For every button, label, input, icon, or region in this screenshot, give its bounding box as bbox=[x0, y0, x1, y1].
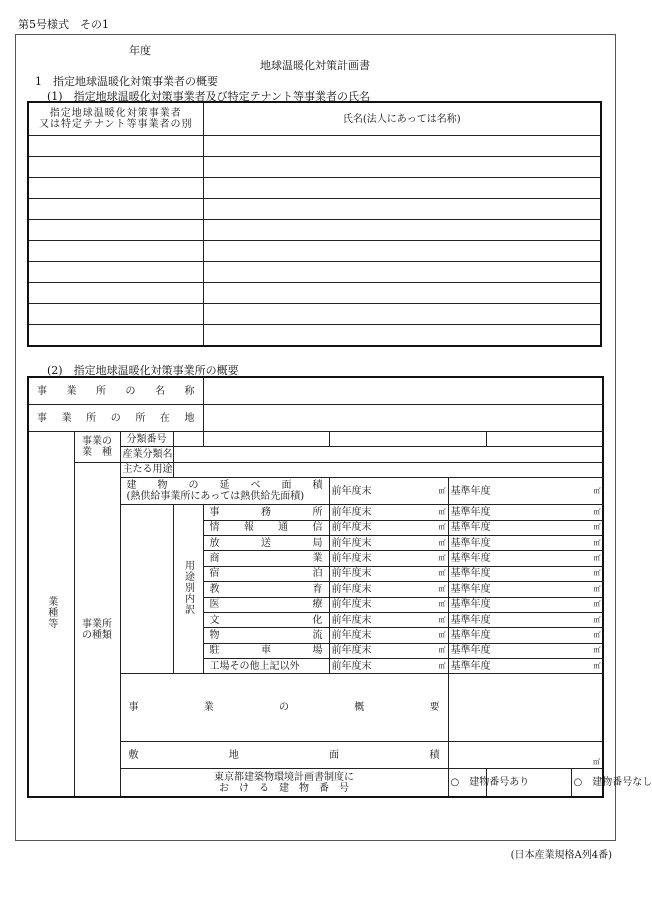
table-row bbox=[28, 178, 601, 199]
base-year-label: 基準年度 bbox=[450, 568, 491, 580]
base-year-label: 基準年度 bbox=[450, 485, 491, 497]
usage-base[interactable] bbox=[448, 659, 603, 674]
usage-label: 教 育 bbox=[203, 582, 329, 597]
usage-prev[interactable] bbox=[329, 628, 448, 643]
business-summary-input[interactable] bbox=[448, 674, 603, 742]
operator-type-cell[interactable] bbox=[28, 304, 203, 325]
usage-label: 放 送 局 bbox=[203, 535, 329, 550]
base-year-label: 基準年度 bbox=[450, 506, 491, 518]
class-number-input-3[interactable] bbox=[329, 432, 486, 447]
operator-type-header: 指定地球温暖化対策事業者 又は特定テナント等事業者の別 bbox=[28, 102, 203, 136]
unit-label: ㎡ bbox=[593, 538, 601, 547]
usage-base[interactable] bbox=[448, 612, 603, 627]
unit-label: ㎡ bbox=[593, 584, 601, 593]
operator-name-cell[interactable] bbox=[203, 199, 601, 220]
usage-label: 工場その他上記以外 bbox=[203, 659, 329, 674]
unit-label: ㎡ bbox=[593, 615, 601, 624]
usage-base[interactable] bbox=[448, 643, 603, 658]
prev-year-end-label: 前年度末 bbox=[331, 485, 372, 497]
facility-table bbox=[27, 376, 652, 798]
facility-address-input[interactable] bbox=[203, 405, 603, 432]
class-number-input-2[interactable] bbox=[203, 432, 329, 447]
table-row bbox=[28, 136, 601, 157]
gyoshu-to-label: 業種等 bbox=[28, 432, 74, 798]
prev-year-end-label: 前年度末 bbox=[331, 522, 372, 534]
prev-year-end-label: 前年度末 bbox=[331, 614, 372, 626]
usage-label: 情 報 通 信 bbox=[203, 520, 329, 535]
prev-year-end-label: 前年度末 bbox=[331, 506, 372, 518]
prev-year-end-label: 前年度末 bbox=[331, 568, 372, 580]
table-row bbox=[28, 157, 601, 178]
facility-kind-label: 事業所 の種類 bbox=[74, 462, 120, 797]
operator-table bbox=[27, 101, 602, 347]
usage-prev[interactable] bbox=[329, 566, 448, 581]
table-row bbox=[28, 283, 601, 304]
usage-label: 駐 車 場 bbox=[203, 643, 329, 658]
class-number-input-4[interactable] bbox=[486, 432, 603, 447]
floor-area-base[interactable] bbox=[448, 478, 603, 505]
base-year-label: 基準年度 bbox=[450, 537, 491, 549]
subsection-1-heading: (1) 指定地球温暖化対策事業者及び特定テナント等事業者の氏名 bbox=[47, 90, 371, 103]
operator-name-cell[interactable] bbox=[203, 220, 601, 241]
unit-label: ㎡ bbox=[593, 507, 601, 516]
unit-label: ㎡ bbox=[438, 507, 446, 516]
unit-label: ㎡ bbox=[438, 569, 446, 578]
main-use-input[interactable] bbox=[173, 462, 603, 477]
unit-label: ㎡ bbox=[438, 538, 446, 547]
usage-base[interactable] bbox=[448, 551, 603, 566]
table-row bbox=[28, 304, 601, 325]
unit-label: ㎡ bbox=[593, 554, 601, 563]
industry-class-label: 産業分類名 bbox=[120, 447, 173, 462]
operator-name-header: 氏名(法人にあっては名称) bbox=[203, 102, 601, 136]
class-number-input-1[interactable] bbox=[173, 432, 203, 447]
operator-name-cell[interactable] bbox=[203, 304, 601, 325]
usage-label: 商 業 bbox=[203, 551, 329, 566]
document-title: 地球温暖化対策計画書 bbox=[260, 59, 370, 72]
main-use-label: 主たる用途 bbox=[120, 462, 173, 477]
operator-type-cell[interactable] bbox=[28, 262, 203, 283]
operator-name-cell[interactable] bbox=[203, 157, 601, 178]
business-summary-label: 事 業 の 概 要 bbox=[120, 674, 448, 742]
base-year-label: 基準年度 bbox=[450, 614, 491, 626]
year-label: 年度 bbox=[129, 44, 151, 57]
industry-class-input[interactable] bbox=[173, 447, 603, 462]
usage-label: 医 療 bbox=[203, 597, 329, 612]
operator-type-cell[interactable] bbox=[28, 136, 203, 157]
base-year-label: 基準年度 bbox=[450, 583, 491, 595]
base-year-label: 基準年度 bbox=[450, 599, 491, 611]
usage-label: 宿 泊 bbox=[203, 566, 329, 581]
usage-prev[interactable] bbox=[329, 597, 448, 612]
floor-area-note: (熱供給事業所にあっては熱供給先面積) bbox=[126, 491, 305, 503]
base-year-label: 基準年度 bbox=[450, 660, 491, 672]
floor-area-label bbox=[120, 478, 329, 505]
operator-name-cell[interactable] bbox=[203, 178, 601, 199]
operator-name-cell[interactable] bbox=[203, 136, 601, 157]
operator-name-cell[interactable] bbox=[203, 283, 601, 304]
building-number-yes-option[interactable]: ○ 建物番号あり bbox=[448, 769, 486, 798]
usage-base[interactable] bbox=[448, 535, 603, 550]
unit-label: ㎡ bbox=[438, 661, 446, 670]
usage-prev[interactable] bbox=[329, 520, 448, 535]
prev-year-end-label: 前年度末 bbox=[331, 553, 372, 565]
unit-label: ㎡ bbox=[593, 661, 601, 670]
base-year-label: 基準年度 bbox=[450, 522, 491, 534]
usage-base[interactable] bbox=[448, 505, 603, 520]
unit-label: ㎡ bbox=[438, 615, 446, 624]
usage-prev[interactable] bbox=[329, 535, 448, 550]
operator-type-cell[interactable] bbox=[28, 241, 203, 262]
operator-type-cell[interactable] bbox=[28, 157, 203, 178]
facility-name-input[interactable] bbox=[203, 377, 603, 405]
unit-label: ㎡ bbox=[593, 600, 601, 609]
usage-label: 文 化 bbox=[203, 612, 329, 627]
usage-base[interactable] bbox=[448, 520, 603, 535]
usage-label: 事 務 所 bbox=[203, 505, 329, 520]
unit-label: ㎡ bbox=[438, 554, 446, 563]
usage-base[interactable] bbox=[448, 597, 603, 612]
base-year-label: 基準年度 bbox=[450, 645, 491, 657]
facility-address-label: 事 業 所 の 所 在 地 bbox=[28, 405, 203, 432]
form-number: 第5号様式 その1 bbox=[18, 18, 109, 31]
usage-prev[interactable] bbox=[329, 551, 448, 566]
table-row bbox=[28, 220, 601, 241]
usage-base[interactable] bbox=[448, 566, 603, 581]
table-row bbox=[28, 325, 601, 347]
site-area-label: 敷 地 面 積 bbox=[120, 742, 448, 769]
site-area-input[interactable] bbox=[448, 742, 603, 769]
prev-year-end-label: 前年度末 bbox=[331, 599, 372, 611]
unit-label: ㎡ bbox=[438, 646, 446, 655]
usage-prev[interactable] bbox=[329, 505, 448, 520]
unit-label: ㎡ bbox=[593, 523, 601, 532]
operator-type-cell[interactable] bbox=[28, 283, 203, 304]
usage-prev[interactable] bbox=[329, 582, 448, 597]
prev-year-end-label: 前年度末 bbox=[331, 629, 372, 641]
prev-year-end-label: 前年度末 bbox=[331, 660, 372, 672]
unit-label: ㎡ bbox=[438, 630, 446, 639]
unit-label: ㎡ bbox=[593, 630, 601, 639]
building-number-label: 東京都建築物環境計画書制度に お け る 建 物 番 号 bbox=[120, 769, 448, 798]
usage-breakdown-label: 用途別内訳 bbox=[173, 505, 203, 674]
usage-prev[interactable] bbox=[329, 612, 448, 627]
unit-label: ㎡ bbox=[593, 646, 601, 655]
floor-area-prev[interactable] bbox=[329, 478, 448, 505]
operator-name-cell[interactable] bbox=[203, 325, 601, 347]
unit-label: ㎡ bbox=[593, 569, 601, 578]
table-row bbox=[28, 199, 601, 220]
unit-label: ㎡ bbox=[438, 600, 446, 609]
unit-label: ㎡ bbox=[438, 486, 446, 495]
footer-note: (日本産業規格A列4番) bbox=[510, 850, 612, 861]
usage-label: 物 流 bbox=[203, 628, 329, 643]
operator-type-cell[interactable] bbox=[28, 178, 203, 199]
base-year-label: 基準年度 bbox=[450, 553, 491, 565]
unit-label: ㎡ bbox=[438, 584, 446, 593]
unit-label: ㎡ bbox=[438, 523, 446, 532]
operator-name-cell[interactable] bbox=[203, 241, 601, 262]
base-year-label: 基準年度 bbox=[450, 629, 491, 641]
section-1-heading: 1 指定地球温暖化対策事業者の概要 bbox=[35, 75, 218, 88]
prev-year-end-label: 前年度末 bbox=[331, 537, 372, 549]
unit-label: ㎡ bbox=[593, 758, 600, 767]
prev-year-end-label: 前年度末 bbox=[331, 583, 372, 595]
operator-type-cell[interactable] bbox=[28, 220, 203, 241]
floor-area-title: 建 物 の 延 べ 面 積 bbox=[126, 480, 323, 492]
facility-name-label: 事 業 所 の 名 称 bbox=[28, 377, 203, 405]
operator-type-cell[interactable] bbox=[28, 199, 203, 220]
usage-prev[interactable] bbox=[329, 659, 448, 674]
usage-indent-cell bbox=[120, 505, 173, 674]
building-number-no-option[interactable]: ○ 建物番号なし bbox=[571, 769, 603, 798]
business-type-label: 事業の 業 種 bbox=[74, 432, 120, 463]
unit-label: ㎡ bbox=[593, 486, 601, 495]
operator-type-cell[interactable] bbox=[28, 325, 203, 347]
usage-prev[interactable] bbox=[329, 643, 448, 658]
usage-base[interactable] bbox=[448, 628, 603, 643]
usage-base[interactable] bbox=[448, 582, 603, 597]
table-row bbox=[28, 262, 601, 283]
prev-year-end-label: 前年度末 bbox=[331, 645, 372, 657]
table-row bbox=[28, 241, 601, 262]
subsection-2-heading: (2) 指定地球温暖化対策事業所の概要 bbox=[47, 364, 239, 377]
operator-name-cell[interactable] bbox=[203, 262, 601, 283]
class-number-label: 分類番号 bbox=[120, 432, 173, 447]
